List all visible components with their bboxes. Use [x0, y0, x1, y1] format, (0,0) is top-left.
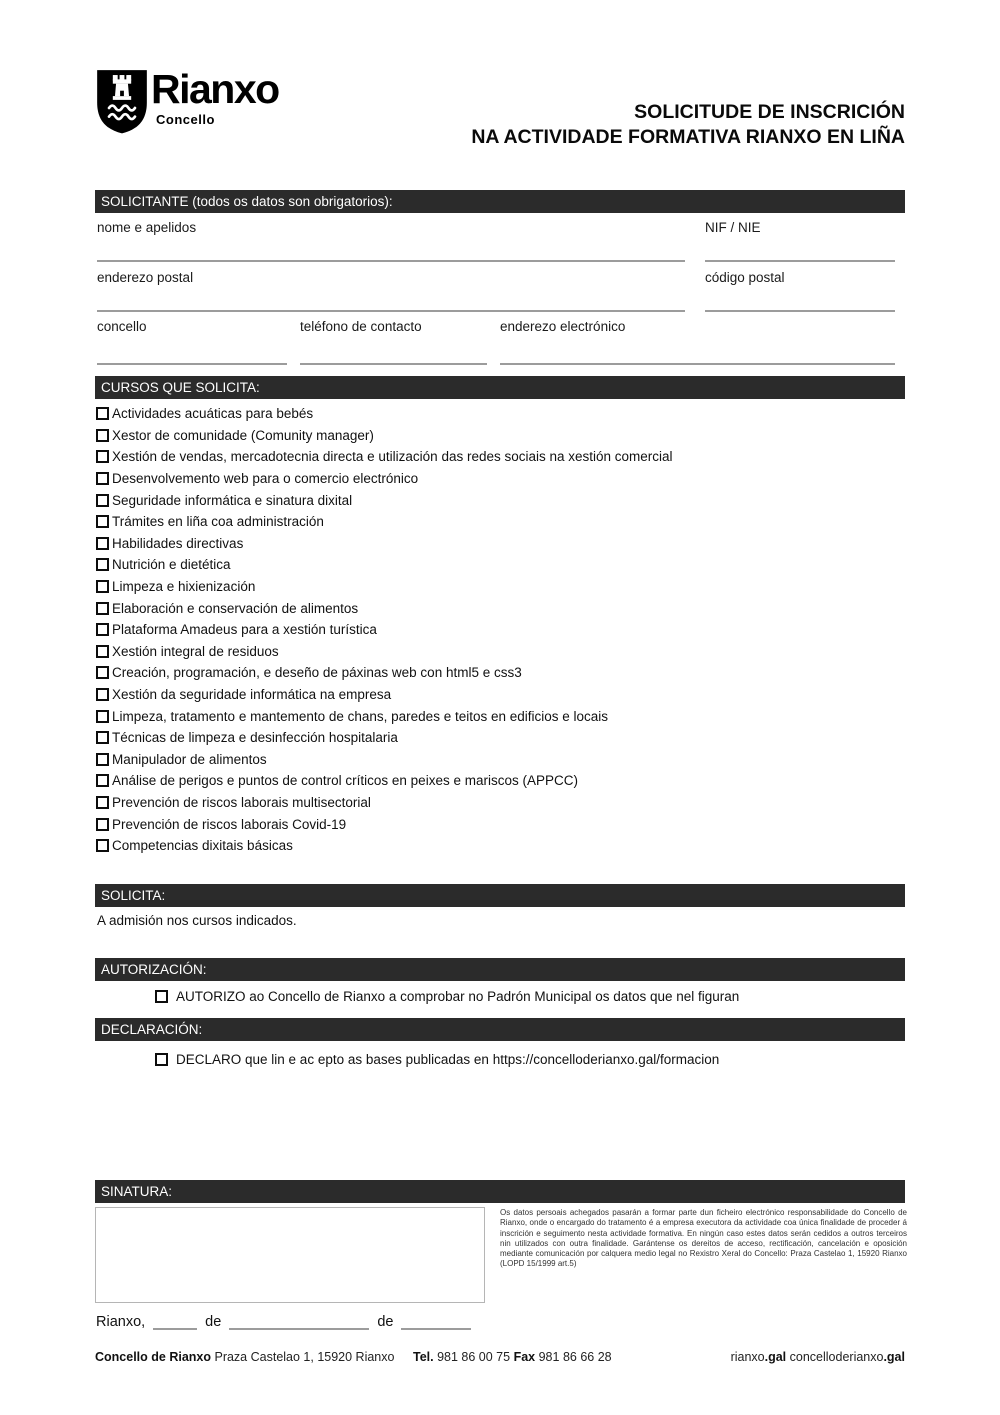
declaration-label: DECLARO que lin e ac epto as bases publicadas en https://concelloderianxo.gal/formacion	[176, 1052, 720, 1067]
course-row	[96, 468, 904, 490]
course-label: Desenvolvemento web para o comercio electrónico	[112, 471, 419, 487]
authorization-row	[155, 989, 739, 1004]
course-label: Actividades acuáticas para bebés	[112, 406, 314, 422]
course-label: Análise de perigos e puntos de control críticos en peixes e mariscos (APPCC)	[112, 773, 578, 789]
logo-wordmark: Rianxo	[151, 66, 279, 112]
course-label: Xestión de vendas, mercadotecnia directa e utilización das redes sociais na xestión comercial	[112, 449, 673, 465]
course-label: Competencias dixitais básicas	[112, 838, 293, 854]
course-label: Técnicas de limpeza e desinfección hospitalaria	[112, 730, 398, 746]
label-concello: concello	[97, 319, 147, 334]
date-de1-label: de	[205, 1314, 222, 1330]
course-checkbox[interactable]	[96, 494, 109, 507]
form-title-line2: NA ACTIVIDADE FORMATIVA RIANXO EN LIÑA	[471, 126, 905, 148]
course-label: Plataforma Amadeus para a xestión turística	[112, 622, 377, 638]
footer-web2: concelloderianxo.gal	[789, 1350, 905, 1364]
date-city-label: Rianxo,	[96, 1314, 146, 1330]
course-checkbox[interactable]	[96, 688, 109, 701]
course-checkbox[interactable]	[96, 774, 109, 787]
course-row	[96, 597, 904, 619]
footer-tel-label: Tel.	[413, 1350, 434, 1364]
footer-fax-value: 981 86 66 28	[538, 1350, 612, 1364]
section-header-autorizacion: AUTORIZACIÓN:	[95, 958, 905, 981]
course-row	[96, 684, 904, 706]
course-label: Xestión integral de residuos	[112, 643, 279, 659]
course-row	[96, 727, 904, 749]
course-checkbox[interactable]	[96, 407, 109, 420]
course-label: Limpeza, tratamento e mantemento de chans, paredes e teitos en edificios e locais	[112, 708, 609, 724]
date-line	[96, 1314, 479, 1330]
course-label: Creación, programación, e deseño de páxinas web con html5 e css3	[112, 665, 522, 681]
course-row	[96, 662, 904, 684]
course-checkbox[interactable]	[96, 796, 109, 809]
course-label: Limpeza e hixienización	[112, 579, 256, 595]
course-label: Manipulador de alimentos	[112, 751, 267, 767]
course-label: Nutrición e dietética	[112, 557, 231, 573]
date-day-line[interactable]	[153, 1328, 197, 1330]
course-checkbox[interactable]	[96, 580, 109, 593]
input-line-concello[interactable]	[97, 363, 287, 365]
footer	[95, 1350, 905, 1364]
rianxo-shield-icon	[95, 69, 149, 134]
label-enderezo: enderezo postal	[97, 270, 194, 285]
course-row	[96, 749, 904, 771]
course-label: Xestor de comunidade (Comunity manager)	[112, 427, 374, 443]
label-email: enderezo electrónico	[500, 319, 626, 334]
course-label: Xestión da seguridade informática na empresa	[112, 687, 392, 703]
course-checkbox[interactable]	[96, 623, 109, 636]
course-label: Trámites en liña coa administración	[112, 514, 324, 530]
footer-tel-value: 981 86 00 75	[437, 1350, 511, 1364]
course-label: Prevención de riscos laborais Covid-19	[112, 816, 347, 832]
label-codigo: código postal	[705, 270, 785, 285]
course-row	[96, 641, 904, 663]
course-checkbox[interactable]	[96, 558, 109, 571]
course-row	[96, 533, 904, 555]
logo-subtitle: Concello	[156, 112, 215, 127]
date-year-line[interactable]	[401, 1328, 471, 1330]
declaration-row	[155, 1052, 719, 1067]
course-row	[96, 554, 904, 576]
course-checkbox[interactable]	[96, 602, 109, 615]
footer-fax-label: Fax	[513, 1350, 536, 1364]
privacy-notice: Os datos persoais achegados pasarán a formar parte dun ficheiro electrónico responsabilidade do Concello de Rianxo, onde o encargado do tratamento é a empresa executora da actividade coa única finalidade de proceder á inscrición e seguimento nesta actividade formativa. En ningún caso estes datos serán cedidos a outros terceiros nin utilizados con outra finalidade. Garántense os dereitos de acceso, rectificación, cancelación e oposición mediante comunicación por calquera medio legal no Rexistro Xeral do Concello: Praza Castelao 1, 15920 Rianxo (LOPD 15/1999 art.5)	[500, 1208, 907, 1269]
course-label: Habilidades directivas	[112, 535, 244, 551]
authorization-checkbox[interactable]	[155, 990, 168, 1003]
input-line-email[interactable]	[500, 363, 895, 365]
input-line-codigo[interactable]	[705, 310, 895, 312]
declaration-checkbox[interactable]	[155, 1053, 168, 1066]
input-line-nome[interactable]	[97, 260, 685, 262]
course-checkbox[interactable]	[96, 515, 109, 528]
course-label: Elaboración e conservación de alimentos	[112, 600, 359, 616]
course-checkbox[interactable]	[96, 753, 109, 766]
course-list	[96, 403, 904, 856]
footer-address	[95, 1350, 413, 1364]
section-header-solicita: SOLICITA:	[95, 884, 905, 907]
course-row	[96, 813, 904, 835]
form-title	[471, 100, 905, 150]
course-checkbox[interactable]	[96, 666, 109, 679]
footer-contact	[413, 1350, 713, 1364]
course-row	[96, 425, 904, 447]
course-label: Prevención de riscos laborais multisectorial	[112, 794, 371, 810]
course-row	[96, 792, 904, 814]
solicita-text: A admisión nos cursos indicados.	[97, 913, 297, 928]
input-line-telefono[interactable]	[300, 363, 487, 365]
course-checkbox[interactable]	[96, 645, 109, 658]
course-checkbox[interactable]	[96, 731, 109, 744]
course-checkbox[interactable]	[96, 839, 109, 852]
course-checkbox[interactable]	[96, 710, 109, 723]
course-row	[96, 446, 904, 468]
course-row	[96, 576, 904, 598]
input-line-nif[interactable]	[705, 260, 895, 262]
course-row	[96, 619, 904, 641]
course-row	[96, 770, 904, 792]
course-checkbox[interactable]	[96, 818, 109, 831]
signature-box[interactable]	[95, 1207, 485, 1303]
form-title-line1: SOLICITUDE DE INSCRICIÓN	[634, 101, 905, 123]
course-label: Seguridade informática e sinatura dixital	[112, 492, 353, 508]
course-checkbox[interactable]	[96, 472, 109, 485]
input-line-enderezo[interactable]	[97, 310, 685, 312]
course-row	[96, 835, 904, 857]
footer-websites	[713, 1350, 905, 1364]
footer-web1: rianxo.gal	[730, 1350, 787, 1364]
label-nome: nome e apelidos	[97, 220, 197, 235]
footer-street: Praza Castelao 1, 15920 Rianxo	[214, 1350, 395, 1364]
course-checkbox[interactable]	[96, 429, 109, 442]
section-header-sinatura: SINATURA:	[95, 1180, 905, 1203]
section-header-declaracion: DECLARACIÓN:	[95, 1018, 905, 1041]
section-header-solicitante: SOLICITANTE (todos os datos son obrigatorios):	[95, 190, 905, 213]
label-nif: NIF / NIE	[705, 220, 761, 235]
course-checkbox[interactable]	[96, 450, 109, 463]
date-de2-label: de	[377, 1314, 394, 1330]
course-row	[96, 705, 904, 727]
footer-org: Concello de Rianxo	[95, 1350, 211, 1364]
authorization-label: AUTORIZO ao Concello de Rianxo a comprobar no Padrón Municipal os datos que nel figuran	[176, 989, 740, 1004]
course-checkbox[interactable]	[96, 537, 109, 550]
course-row	[96, 489, 904, 511]
course-row	[96, 403, 904, 425]
label-telefono: teléfono de contacto	[300, 319, 422, 334]
course-row	[96, 511, 904, 533]
date-month-line[interactable]	[229, 1328, 369, 1330]
section-header-cursos: CURSOS QUE SOLICITA:	[95, 376, 905, 399]
